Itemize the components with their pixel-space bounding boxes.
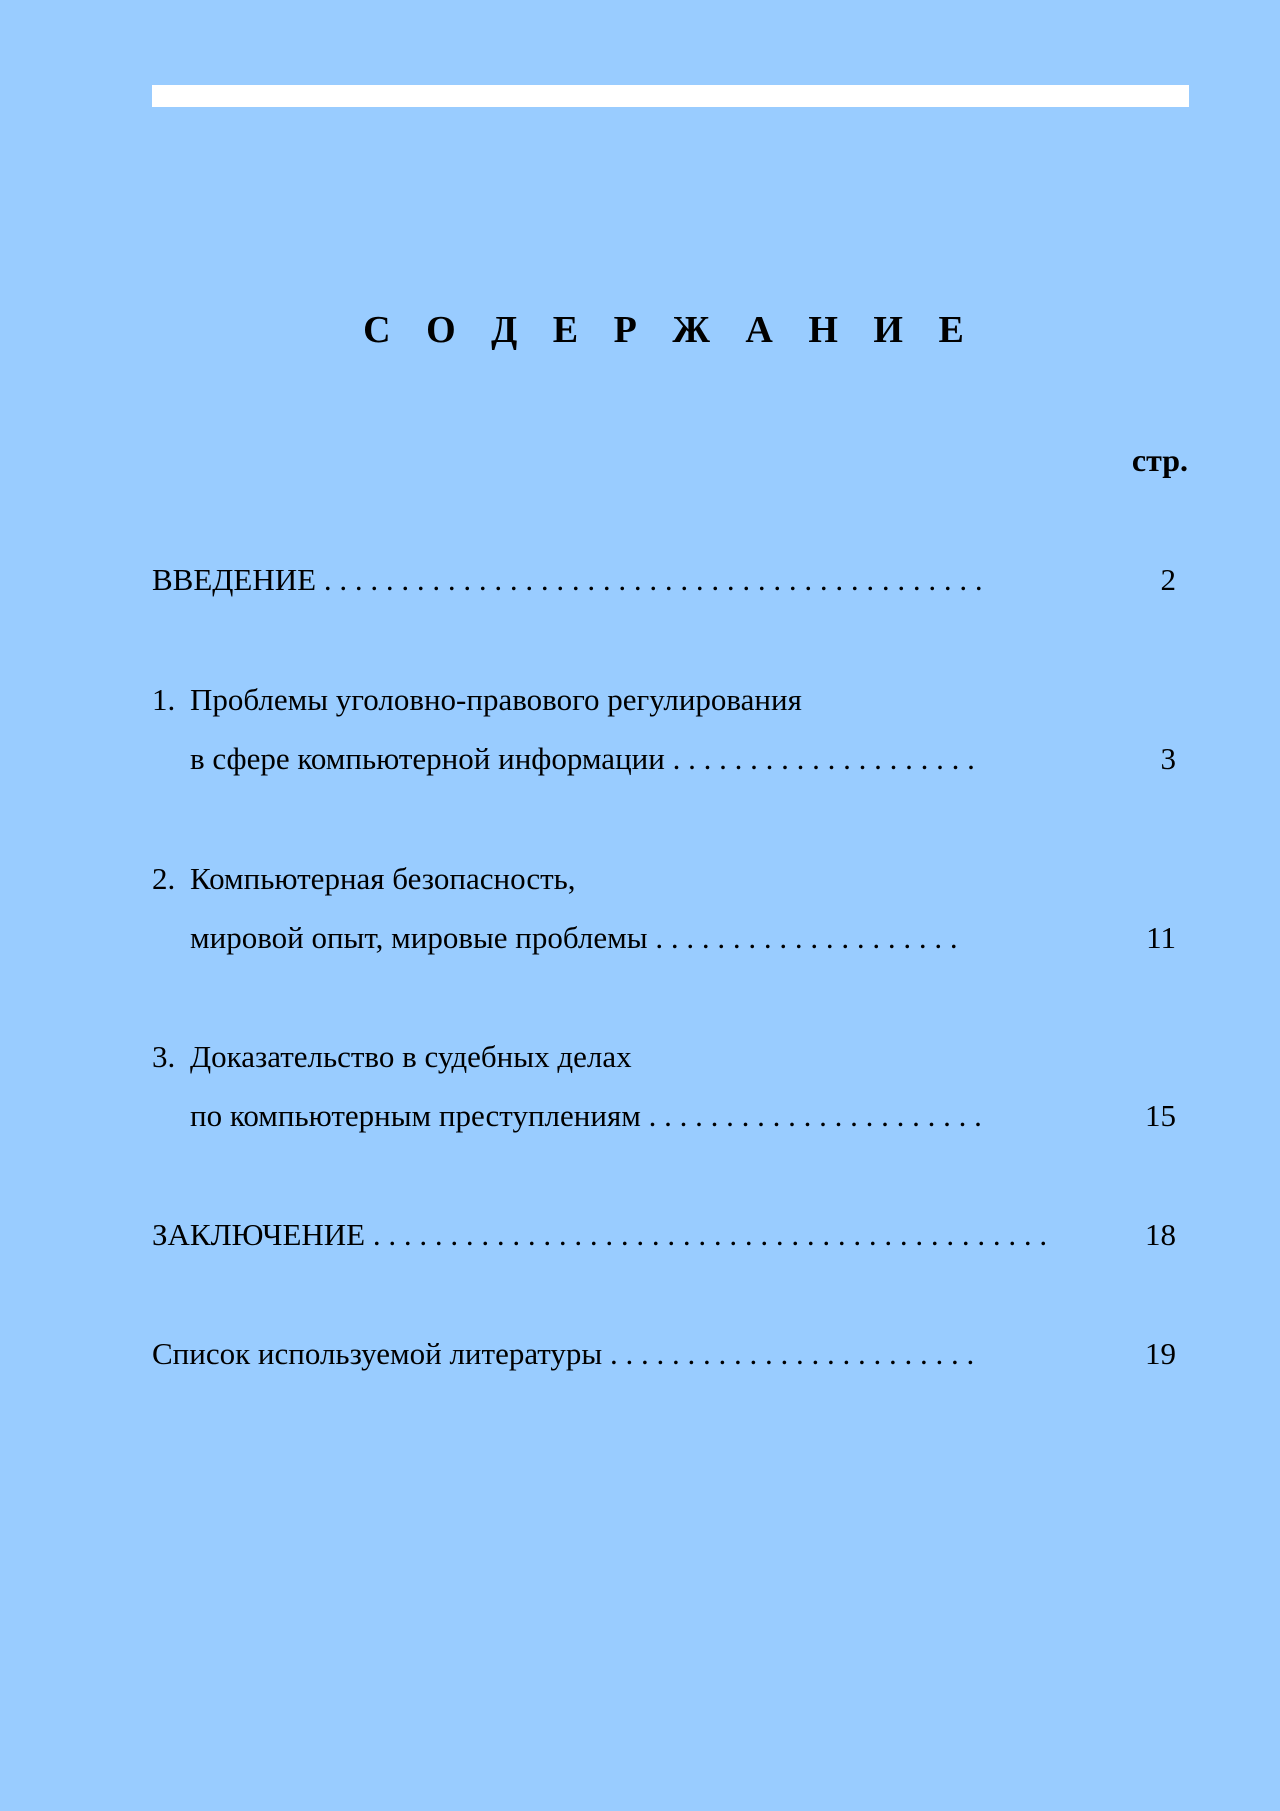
toc-entry-conclusion[interactable] [152,1213,1188,1257]
toc-entry-bibliography[interactable] [152,1332,1188,1376]
page-title: С О Д Е Р Ж А Н И Е [363,309,977,351]
toc-entry-title-continued: мировой опыт, мировые проблемы [190,920,648,955]
toc-entry-2-line2[interactable] [152,916,1188,960]
toc-entry-title: Доказательство в судебных делах [190,1039,632,1074]
toc-entry-title: ЗАКЛЮЧЕНИЕ [152,1217,366,1252]
toc-entry-title: Проблемы уголовно-правового регулирования [190,682,802,717]
toc-entry-1-line2[interactable] [152,737,1188,781]
toc-page-number: 18 [1145,1217,1176,1252]
toc-page-number: 11 [1146,920,1176,955]
toc-leader-dots: . . . . . . . . . . . . . . . . . . . . . . . . . . . . . . . . . . . . . . . . . . . . [365,1217,1048,1252]
toc-entry-3-line1[interactable] [152,1035,1188,1079]
toc-leader-dots: . . . . . . . . . . . . . . . . . . . . . . [640,1098,982,1133]
toc-page-number: 3 [1160,741,1176,776]
toc-entry-number: 1. [152,682,176,717]
toc-leader-dots: . . . . . . . . . . . . . . . . . . . . . . . . [602,1336,975,1371]
toc-entry-title: Компьютерная безопасность, [190,861,576,896]
toc-entry-introduction[interactable] [152,558,1188,602]
top-decorative-bar [152,85,1189,107]
toc-leader-dots: . . . . . . . . . . . . . . . . . . . . . . . . . . . . . . . . . . . . . . . . . . . [316,562,983,597]
toc-entry-2-line1[interactable] [152,857,1188,901]
toc-entry-title-continued: в сфере компьютерной информации [190,741,665,776]
toc-entry-title-continued: по компьютерным преступлениям [190,1098,641,1133]
page-column-label: стр. [1131,442,1188,478]
toc-entry-title: ВВЕДЕНИЕ [152,562,317,597]
toc-page-number: 2 [1160,562,1176,597]
toc-entry-number: 3. [152,1039,176,1074]
toc-page-number: 19 [1145,1336,1176,1371]
toc-entry-1-line1[interactable] [152,678,1188,722]
toc-entry-title: Список используемой литературы [152,1336,603,1371]
toc-entry-3-line2[interactable] [152,1094,1188,1138]
toc-page-number: 15 [1145,1098,1176,1133]
toc-leader-dots: . . . . . . . . . . . . . . . . . . . . [664,741,975,776]
toc-entry-number: 2. [152,861,176,896]
toc-leader-dots: . . . . . . . . . . . . . . . . . . . . [647,920,958,955]
